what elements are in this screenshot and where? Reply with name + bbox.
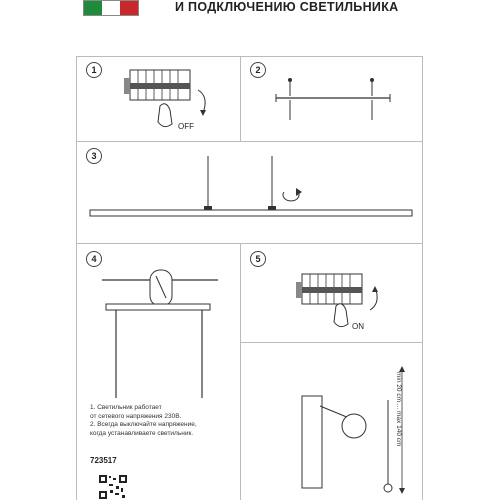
step-1-number: 1 — [86, 62, 102, 78]
step-3-number: 3 — [86, 148, 102, 164]
step4-illustration — [96, 266, 232, 400]
divider-col-bottom — [240, 243, 241, 500]
height-illustration — [290, 360, 410, 496]
height-range-label: min 20 cm ... max 140 cm — [395, 372, 402, 447]
page-title: И ПОДКЛЮЧЕНИЮ СВЕТИЛЬНИКА — [175, 0, 399, 14]
note-line-4: когда устанавливаете светильник. — [90, 429, 194, 437]
divider-col-top — [240, 56, 241, 141]
note-line-3: 2. Всегда выключайте напряжение, — [90, 421, 197, 428]
step-5-number: 5 — [250, 251, 266, 267]
step2-illustration — [268, 74, 398, 124]
model-number: 723517 — [90, 456, 117, 465]
grid-right-border — [422, 56, 423, 500]
step-4-number: 4 — [86, 251, 102, 267]
step5-illustration — [292, 270, 402, 340]
on-label: ON — [352, 322, 364, 331]
italy-flag — [83, 0, 139, 16]
off-label: OFF — [178, 122, 194, 131]
grid-left-border — [76, 56, 77, 500]
qr-code-icon — [98, 474, 128, 500]
note-line-2: от сетевого напряжения 230В. — [90, 412, 182, 420]
safety-notes — [90, 404, 240, 438]
step-2-number: 2 — [250, 62, 266, 78]
step1-illustration — [120, 66, 230, 136]
divider-right-mid — [240, 342, 422, 343]
divider-row1 — [76, 141, 423, 142]
grid-top-border — [76, 56, 423, 57]
step3-illustration — [84, 152, 418, 224]
divider-row2 — [76, 243, 423, 244]
note-line-1: 1. Светильник работает — [90, 404, 162, 411]
